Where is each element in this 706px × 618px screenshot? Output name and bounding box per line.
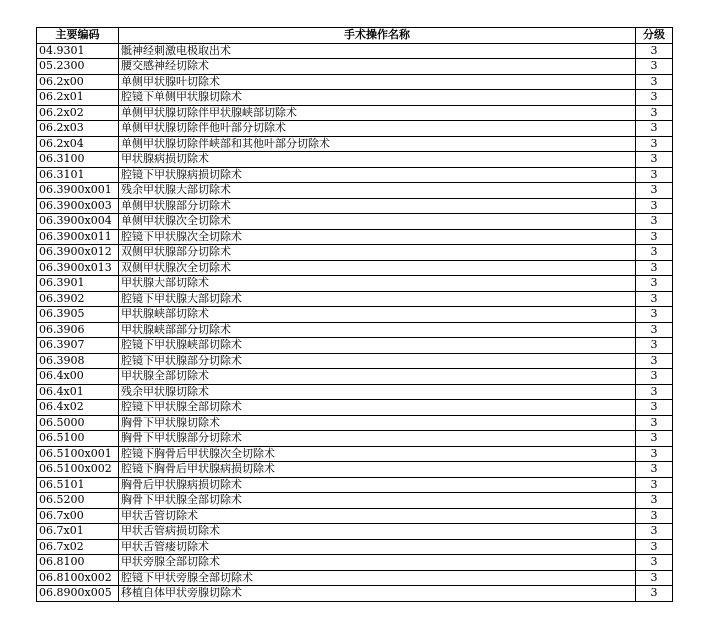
procedure-grade-cell: 3 bbox=[636, 493, 673, 509]
procedure-grade-cell: 3 bbox=[636, 276, 673, 292]
table-row bbox=[37, 229, 673, 245]
procedure-code-cell: 06.2x03 bbox=[37, 121, 119, 137]
header-name: 手术操作名称 bbox=[119, 28, 636, 44]
procedure-code-cell: 06.5100x001 bbox=[37, 446, 119, 462]
procedure-grade-cell: 3 bbox=[636, 555, 673, 571]
procedure-name-cell: 甲状腺大部切除术 bbox=[119, 276, 636, 292]
procedure-grade-cell: 3 bbox=[636, 353, 673, 369]
table-row bbox=[37, 338, 673, 354]
table-row bbox=[37, 369, 673, 385]
procedure-code-cell: 06.2x02 bbox=[37, 105, 119, 121]
procedure-grade-cell: 3 bbox=[636, 508, 673, 524]
procedure-name-cell: 甲状旁腺全部切除术 bbox=[119, 555, 636, 571]
table-row bbox=[37, 276, 673, 292]
procedure-name-cell: 单侧甲状腺切除伴峡部和其他叶部分切除术 bbox=[119, 136, 636, 152]
procedure-grade-cell: 3 bbox=[636, 431, 673, 447]
procedure-grade-cell: 3 bbox=[636, 136, 673, 152]
table-row bbox=[37, 322, 673, 338]
procedure-code-cell: 06.3908 bbox=[37, 353, 119, 369]
procedure-grade-cell: 3 bbox=[636, 90, 673, 106]
procedure-grade-cell: 3 bbox=[636, 307, 673, 323]
table-row bbox=[37, 555, 673, 571]
procedure-grade-cell: 3 bbox=[636, 59, 673, 75]
procedure-code-cell: 06.3907 bbox=[37, 338, 119, 354]
procedure-code-cell: 06.4x00 bbox=[37, 369, 119, 385]
procedure-code-cell: 04.9301 bbox=[37, 43, 119, 59]
procedure-code-cell: 06.7x02 bbox=[37, 539, 119, 555]
table-row bbox=[37, 136, 673, 152]
procedure-name-cell: 甲状腺峡部部分切除术 bbox=[119, 322, 636, 338]
procedure-grade-cell: 3 bbox=[636, 446, 673, 462]
procedure-name-cell: 腔镜下甲状腺全部切除术 bbox=[119, 400, 636, 416]
procedure-code-cell: 06.4x01 bbox=[37, 384, 119, 400]
procedure-name-cell: 腰交感神经切除术 bbox=[119, 59, 636, 75]
procedure-grade-cell: 3 bbox=[636, 229, 673, 245]
table-row bbox=[37, 446, 673, 462]
procedure-name-cell: 单侧甲状腺叶切除术 bbox=[119, 74, 636, 90]
procedure-code-cell: 06.3900x001 bbox=[37, 183, 119, 199]
table-row bbox=[37, 384, 673, 400]
procedure-name-cell: 胸骨下甲状腺切除术 bbox=[119, 415, 636, 431]
procedure-name-cell: 胸骨下甲状腺部分切除术 bbox=[119, 431, 636, 447]
table-row bbox=[37, 353, 673, 369]
table-row bbox=[37, 183, 673, 199]
procedure-code-cell: 06.3900x003 bbox=[37, 198, 119, 214]
procedure-name-cell: 残余甲状腺切除术 bbox=[119, 384, 636, 400]
procedure-code-cell: 06.3900x013 bbox=[37, 260, 119, 276]
procedure-grade-cell: 3 bbox=[636, 260, 673, 276]
table-row bbox=[37, 307, 673, 323]
procedure-name-cell: 腔镜下单侧甲状腺切除术 bbox=[119, 90, 636, 106]
procedure-grade-cell: 3 bbox=[636, 105, 673, 121]
procedure-grade-cell: 3 bbox=[636, 245, 673, 261]
procedure-code-cell: 05.2300 bbox=[37, 59, 119, 75]
table-row bbox=[37, 508, 673, 524]
table-row bbox=[37, 167, 673, 183]
table-row bbox=[37, 431, 673, 447]
procedure-grade-cell: 3 bbox=[636, 167, 673, 183]
procedure-name-cell: 残余甲状腺大部切除术 bbox=[119, 183, 636, 199]
procedure-name-cell: 腔镜下甲状腺峡部切除术 bbox=[119, 338, 636, 354]
procedure-grade-cell: 3 bbox=[636, 338, 673, 354]
table-row bbox=[37, 105, 673, 121]
procedure-code-cell: 06.3905 bbox=[37, 307, 119, 323]
procedure-name-cell: 双侧甲状腺部分切除术 bbox=[119, 245, 636, 261]
header-grade: 分级 bbox=[636, 28, 673, 44]
procedure-code-cell: 06.3900x011 bbox=[37, 229, 119, 245]
procedure-name-cell: 腔镜下甲状腺病损切除术 bbox=[119, 167, 636, 183]
procedure-name-cell: 甲状腺全部切除术 bbox=[119, 369, 636, 385]
procedure-grade-cell: 3 bbox=[636, 121, 673, 137]
table-row bbox=[37, 214, 673, 230]
table-row bbox=[37, 43, 673, 59]
procedure-grade-cell: 3 bbox=[636, 183, 673, 199]
procedure-grade-cell: 3 bbox=[636, 152, 673, 168]
procedure-code-cell: 06.5200 bbox=[37, 493, 119, 509]
procedure-code-cell: 06.3900x012 bbox=[37, 245, 119, 261]
procedure-name-cell: 胸骨后甲状腺病损切除术 bbox=[119, 477, 636, 493]
table-row bbox=[37, 245, 673, 261]
table-row bbox=[37, 400, 673, 416]
procedure-code-cell: 06.3100 bbox=[37, 152, 119, 168]
procedure-name-cell: 甲状舌管切除术 bbox=[119, 508, 636, 524]
procedure-code-cell: 06.5000 bbox=[37, 415, 119, 431]
procedure-name-cell: 甲状腺峡部切除术 bbox=[119, 307, 636, 323]
procedure-name-cell: 胸骨下甲状腺全部切除术 bbox=[119, 493, 636, 509]
procedure-grade-cell: 3 bbox=[636, 462, 673, 478]
procedure-name-cell: 双侧甲状腺次全切除术 bbox=[119, 260, 636, 276]
table-row bbox=[37, 586, 673, 602]
procedure-name-cell: 移植自体甲状旁腺切除术 bbox=[119, 586, 636, 602]
procedure-grade-cell: 3 bbox=[636, 477, 673, 493]
table-row bbox=[37, 570, 673, 586]
procedure-code-cell: 06.3906 bbox=[37, 322, 119, 338]
procedure-grade-cell: 3 bbox=[636, 322, 673, 338]
procedure-code-cell: 06.5100x002 bbox=[37, 462, 119, 478]
procedure-grade-cell: 3 bbox=[636, 524, 673, 540]
procedure-code-cell: 06.2x00 bbox=[37, 74, 119, 90]
procedure-code-cell: 06.4x02 bbox=[37, 400, 119, 416]
procedure-code-cell: 06.3101 bbox=[37, 167, 119, 183]
procedure-name-cell: 腔镜下甲状旁腺全部切除术 bbox=[119, 570, 636, 586]
procedure-name-cell: 骶神经刺激电极取出术 bbox=[119, 43, 636, 59]
procedure-grade-cell: 3 bbox=[636, 384, 673, 400]
header-code: 主要编码 bbox=[37, 28, 119, 44]
procedure-name-cell: 腔镜下胸骨后甲状腺病损切除术 bbox=[119, 462, 636, 478]
procedure-code-cell: 06.7x01 bbox=[37, 524, 119, 540]
procedure-grade-cell: 3 bbox=[636, 74, 673, 90]
table-row bbox=[37, 121, 673, 137]
procedure-code-cell: 06.2x04 bbox=[37, 136, 119, 152]
procedure-code-cell: 06.8100 bbox=[37, 555, 119, 571]
procedure-name-cell: 甲状腺病损切除术 bbox=[119, 152, 636, 168]
procedure-grade-cell: 3 bbox=[636, 43, 673, 59]
procedure-name-cell: 甲状舌管瘘切除术 bbox=[119, 539, 636, 555]
table-row bbox=[37, 477, 673, 493]
procedure-name-cell: 单侧甲状腺切除伴他叶部分切除术 bbox=[119, 121, 636, 137]
procedure-code-cell: 06.8900x005 bbox=[37, 586, 119, 602]
procedure-name-cell: 单侧甲状腺次全切除术 bbox=[119, 214, 636, 230]
procedure-grade-cell: 3 bbox=[636, 198, 673, 214]
procedure-grade-cell: 3 bbox=[636, 400, 673, 416]
procedure-name-cell: 腔镜下甲状腺次全切除术 bbox=[119, 229, 636, 245]
procedure-code-cell: 06.2x01 bbox=[37, 90, 119, 106]
table-row bbox=[37, 74, 673, 90]
procedure-name-cell: 单侧甲状腺切除伴甲状腺峡部切除术 bbox=[119, 105, 636, 121]
table-row bbox=[37, 59, 673, 75]
procedure-name-cell: 腔镜下甲状腺大部切除术 bbox=[119, 291, 636, 307]
procedure-name-cell: 单侧甲状腺部分切除术 bbox=[119, 198, 636, 214]
table-body bbox=[37, 43, 673, 601]
table-row bbox=[37, 539, 673, 555]
procedure-grade-cell: 3 bbox=[636, 539, 673, 555]
procedure-code-cell: 06.3901 bbox=[37, 276, 119, 292]
procedure-name-cell: 腔镜下甲状腺部分切除术 bbox=[119, 353, 636, 369]
table-row bbox=[37, 524, 673, 540]
procedure-code-cell: 06.5101 bbox=[37, 477, 119, 493]
procedure-code-cell: 06.5100 bbox=[37, 431, 119, 447]
procedure-name-cell: 甲状舌管病损切除术 bbox=[119, 524, 636, 540]
procedure-grade-cell: 3 bbox=[636, 570, 673, 586]
procedure-code-cell: 06.7x00 bbox=[37, 508, 119, 524]
table-row bbox=[37, 152, 673, 168]
table-row bbox=[37, 198, 673, 214]
table-row bbox=[37, 291, 673, 307]
procedure-code-cell: 06.3900x004 bbox=[37, 214, 119, 230]
procedure-grade-cell: 3 bbox=[636, 291, 673, 307]
procedure-grade-cell: 3 bbox=[636, 369, 673, 385]
table-row bbox=[37, 90, 673, 106]
table-row bbox=[37, 462, 673, 478]
procedure-grade-cell: 3 bbox=[636, 586, 673, 602]
procedure-grade-cell: 3 bbox=[636, 214, 673, 230]
table-row bbox=[37, 260, 673, 276]
procedure-code-cell: 06.3902 bbox=[37, 291, 119, 307]
procedure-grade-cell: 3 bbox=[636, 415, 673, 431]
table-row bbox=[37, 415, 673, 431]
procedure-table bbox=[36, 27, 673, 602]
header-row bbox=[37, 28, 673, 44]
table-header bbox=[37, 28, 673, 44]
procedure-code-cell: 06.8100x002 bbox=[37, 570, 119, 586]
procedure-name-cell: 腔镜下胸骨后甲状腺次全切除术 bbox=[119, 446, 636, 462]
table-row bbox=[37, 493, 673, 509]
